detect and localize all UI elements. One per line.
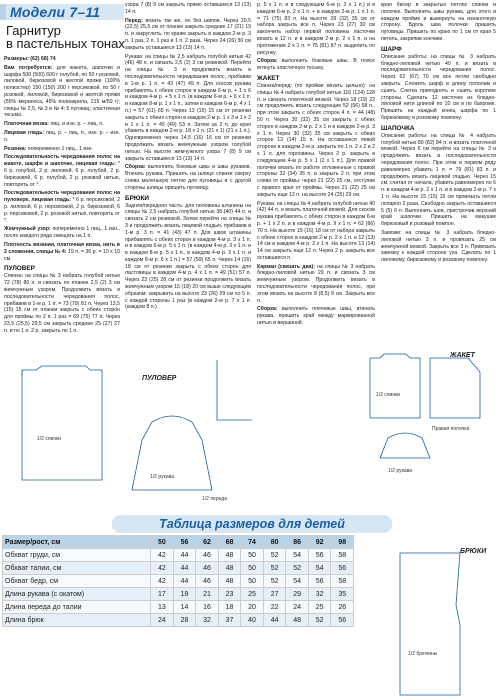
measure-value: 56 xyxy=(308,575,331,588)
measure-value: 56 xyxy=(331,562,354,575)
measure-value: 46 xyxy=(196,575,219,588)
measure-value: 52 xyxy=(286,562,309,575)
scarf-heading: ШАРФ xyxy=(381,45,402,53)
ties-para: Завязки: на спицы № 3 набрать бледно-лиловой нитью 3 п. и провязать 25 см жемчужной вязкой. Закрыть все 3 п. Привязать завязку к каждой стороне уха. Сделать по 1 лиловому, бирюзовому и розовому помпону. xyxy=(381,229,496,264)
stitch-6: Жемчужный узор: попеременно 1 лиц., 1 изн., после каждого ряда смещать на 1 п. xyxy=(4,226,120,240)
jacket-back-label: 1/2 спинки xyxy=(376,392,401,398)
measure-value: 54 xyxy=(286,549,309,562)
measure-value: 16 xyxy=(196,601,219,614)
measure-value: 58 xyxy=(331,575,354,588)
col2-intro: узора 7 (8) 9 см закрыть прямо оставшиеся 13 (13) 14 п. xyxy=(125,2,251,15)
page-title: Модели 7–11 xyxy=(10,4,101,20)
measure-value: 46 xyxy=(196,562,219,575)
size-header-cell: 62 xyxy=(196,536,219,549)
measure-value: 46 xyxy=(196,549,219,562)
assembly-para: Сборка: выполнить боковые швы и швы рукавов. Втачать рукава. Пришить на шлице спинки сверху слева маленькую петлю для пуговицы и с другой стороны шлицы пришить пуговицу. xyxy=(125,164,251,191)
measure-value: 35 xyxy=(331,588,354,601)
measure-value: 52 xyxy=(263,549,286,562)
measure-value: 18 xyxy=(218,601,241,614)
col3-intro: р. 5 х 1 п. и в следующем 6-м р. 2 х 1 п.) и в каждом 6-м р. 2 х 1 п. + в каждом 2-м р. 1 х 1 п. = 71 (75) 83 п. На высоте 28 (32) 35 см от набора закрыть все п. Через 23 (27) 30 см закончить набор первой половины ласточки вязать в 12 п. и в каждом 2-м р. 2 х 1 п. и на протяжении 2 х 1 п. = 75 (81) 87 п. выделить по рисунку. xyxy=(257,2,375,56)
stitch-5: Последовательность чередования полос на пуловере, лицевая гладь: * 6 р. персиковой, 2 р. лиловой, 6 р. персиковой, 2 р. бирюзовой, 6 р. персиковой, 2 р. розовой нитью, повторять от *. xyxy=(4,190,120,224)
measure-value: 58 xyxy=(331,549,354,562)
measure-value: 48 xyxy=(218,562,241,575)
scarf-para: Описание работы: на спицы № 3 набрать бледно-лиловой нитью 40 п. и вязать в последовательности чередования полос. Через 62 (67) 70 см все петли свободно закрыть. Сложить шарф в длину пополам и сшить. Слегка приподнять и сшить короткие стороны. Сделать 12 кисточек из бледно-лиловой нити длиной по 10 см и по бахроме. Пришить на каждый конец шарфа по 1 бирюзовому и розовому помпону. xyxy=(381,53,496,121)
hat-heading: ШАПОЧКА xyxy=(381,124,415,132)
jacket-diagram-label: ЖАКЕТ xyxy=(450,352,475,359)
pants-diagram xyxy=(360,545,500,700)
jacket-assembly: Сборка: выполнить плечевые швы, втачать рукава, пришить край между маркированной нитью и вершиной. xyxy=(257,306,375,327)
measure-value: 14 xyxy=(173,601,196,614)
text-column-2 xyxy=(125,2,251,311)
page-subtitle: Гарнитур в пастельных тонах xyxy=(6,23,125,51)
table-row xyxy=(3,614,354,627)
measure-value: 56 xyxy=(331,614,354,627)
front-para: Перед: вязать так же, но без шипов. Через 20,5 (22,5) 25,5 см от планки закрыть средние 17 (21) 19 п. и закруглить, по краям закрыть в каждом 2-м р. 3 п. 1 раз, 2 п. 1 раз и 1 п. 2 раза. Через 24 (26) 30 см закрыть оставшиеся 13 (13) 14 п. xyxy=(125,17,251,51)
table-row xyxy=(3,601,354,614)
size-header-cell: 74 xyxy=(241,536,264,549)
size-table-title: Таблица размеров для детей xyxy=(112,515,392,533)
measure-value: 48 xyxy=(286,614,309,627)
pullover-para: Спинка: на спицы № 3 набрать голубой нитью 72 (78) 80 п. и связать по планке 2,5 (2) 3 см жемчужным узором. Продолжить вязать в последовательности чередования полос, прибавив в 1-м р. 1 п. = 73 (79) 81 п. Через 13,5 (15) 15 см от планки закрыть с обеих сторон для проймы по 2 п. 1 раз = 69 (75) 77 п. Через 23,5 (25,5) 29,5 см закрыть средние 25 (27) 27 п. и по 1 п. 2 р. закрыть по 1 п. xyxy=(4,273,120,334)
jacket-diagram xyxy=(360,348,500,538)
jacket-sleeves: Рукава: на спицы № 4 набрать голубой нитью 40 (42) 44 п. и вязать платочной вязкой. Для скосов рукава прибавлять с обеих сторон в каждом 6-м р. + 1 х 2 п. и в каждом 4-м р. 9 х 1 п. = 62 (66) 70 п. На высоте 15 (16) 18 см от набора закрыть с обеих сторон в каждом 2-м р. 2 х 1 п. и 12 (13) 14 см в каждом 4-м р. 2 х 1 п. На высоте 13 (14) 14 см закрыть еще 12 п. Через 2 р. закрыть все оставшиеся п. xyxy=(257,200,376,261)
measure-label: Обхват бедр, см xyxy=(3,575,151,588)
back-label: 1/2 спинки xyxy=(37,436,62,442)
measure-value: 24 xyxy=(151,614,174,627)
measure-label: Обхват груди, см xyxy=(3,549,151,562)
size-header-cell: 80 xyxy=(263,536,286,549)
measure-value: 54 xyxy=(286,575,309,588)
pullover-diagram-label: ПУЛОВЕР xyxy=(142,375,177,382)
sizes-line: Размеры: (62) 68) 74 xyxy=(4,56,56,62)
col4-intro: края бисер в закрытых петлях спинки и полочке. Выполнить швы рукава, для этого в каждом пройме и вывернуть на изнаночную сторону. Вдоль шва полочки пришить пуговицы. Пришить по краю по 1 см от края 5 петель, закрепив кончики. xyxy=(381,2,496,42)
measure-value: 50 xyxy=(241,562,264,575)
pullover-diagram xyxy=(2,340,252,515)
measure-value: 19 xyxy=(173,588,196,601)
measure-value: 50 xyxy=(241,575,264,588)
jacket-heading: ЖАКЕТ xyxy=(257,74,280,82)
measure-value: 23 xyxy=(218,588,241,601)
size-header-label: Размер/рост, см xyxy=(3,536,151,549)
size-header-cell: 50 xyxy=(151,536,174,549)
measure-value: 20 xyxy=(241,601,264,614)
col3-assembly: Сборка: выполнить боковые швы. В поясе втянуть эластичную тесьму. xyxy=(257,58,375,72)
measure-value: 29 xyxy=(286,588,309,601)
pants-para: Задняя/передняя часть: для половины штанины на спицы № 2,5 набрать голубой нитью 38 (40) 44 п. и связать 2 см резинкой. Затем перейти на спицы № 3 и продолжить вязать лицевой гладью, прибавив в 1-м р. 3 п. = 41 (43) 47 п. Для швов штанины прибавлять с обеих сторон в каждом 4-м р. 3 х 1 п. и в каждом 6-м р. 5 х 1 п. (в каждом 4-м р. 3 х 1 п. и в каждом 8-м р. 5 х 1 п., в каждом 4-м р. 3 х 1 п. и каждом 8-м р. 6 х 1 п.) = 57 (59) 65 п. Через 14 (16) 18 см от резинки закрыть с обеих сторон для ластовицы в каждом 4-м р. 4 х 1 п. = 49 (51) 57 п. Через 23 (25) 28 см от резинки продолжить вязать жемчужным узором 15 (18) 20 см выше следующим образом: закрывать на высоте 23 (26) 29 см по 5 п. с каждой стороны 1 раз (в каждом 2-м р. 7 х 1 п. (каждом 8 п.). xyxy=(125,202,251,311)
size-header-cell: 92 xyxy=(308,536,331,549)
size-header-cell: 86 xyxy=(286,536,309,549)
hat-para: Описание работы: на спицы № 4 набрать голубой нитью 80 (82) 84 п. и вязать платочной вязкой. Через 6 см перейти на спицы № 3 и продолжить вязать в последовательности чередования полос. При этом в первом ряду равномерно убавить 1 п. = 79 (81) 83 п. и продолжить вязать лицевой гладью. Через 15 см, считая от начала, убавить равномерно по 6 п. в каждом 4-м р. 2 х 1 п. и в каждом 2-м р. 7 х 1 п. На высоте 15 (15) 15 см провязать петли попарно 2 раза. Свободно закрыть оставшиеся 5 (5) 6 п. Выполнить шов, пристрочив верхний край шапочки. Пришить на макушке бирюзовый и розовый помпон. xyxy=(381,132,496,228)
measure-value: 52 xyxy=(263,575,286,588)
pants-heading: БРЮКИ xyxy=(125,194,149,202)
stitch-4: Последовательность чередования полос на жакете, шарфе и шапочке, лицевая гладь: * 6 р. голубой, 2 р. лиловой, 6 р. голубой, 2 р. бирюзовой, 6 р. голубой, 2 р. розовой нитью, повторять от *. xyxy=(4,154,120,188)
measure-value: 27 xyxy=(263,588,286,601)
measure-value: 52 xyxy=(308,614,331,627)
table-row xyxy=(3,588,354,601)
text-column-4 xyxy=(381,2,496,362)
measure-value: 56 xyxy=(308,549,331,562)
table-row xyxy=(3,549,354,562)
measure-value: 22 xyxy=(263,601,286,614)
measure-value: 42 xyxy=(151,562,174,575)
table-row xyxy=(3,575,354,588)
table-row xyxy=(3,562,354,575)
measure-value: 42 xyxy=(151,575,174,588)
measure-value: 24 xyxy=(286,601,309,614)
measure-value: 44 xyxy=(173,575,196,588)
measure-label: Длина брюк xyxy=(3,614,151,627)
size-header-cell: 56 xyxy=(173,536,196,549)
measure-label: Длина рукава (с окатом) xyxy=(3,588,151,601)
pocket-para: Карман (связать два): на спицы № 3 набрать бледно-лиловой нитью 29 п. и связать 3 см жемчужным узором. Продолжить вязать в последовательности чередования полос, при этом вязать на высоте 8 (8,5) 9 см. Закрыть все п. xyxy=(257,263,375,304)
size-table-header xyxy=(3,536,354,549)
materials-para: Вам потребуется: для жакета, шапочки и шарфа 500 (500) 600 г голубой, по 50 г розовой, лиловой, бирюзовой и желтой пряжи (100% полиэстер) 150 (150) 200 г персиковой, по 50 г розовой, лиловой, бирюзовой и желтой пряжи (55% мериноса, 45% полиакрила, 215 м/50 г); спицы № 2,5, № 3 и № 4; 5 пуговиц; эластичная тесьма. xyxy=(4,64,120,119)
measure-value: 44 xyxy=(173,549,196,562)
measure-value: 50 xyxy=(241,549,264,562)
measure-label: Длина переда до талии xyxy=(3,601,151,614)
measure-value: 21 xyxy=(196,588,219,601)
measure-value: 48 xyxy=(218,549,241,562)
header-banner xyxy=(0,2,140,58)
jacket-para: Спинка/перед: (по пройме вязать цельно): на спицы № 4 набрать голубой нитью 116 (124) 128 п. и связать платочной вязкой. Через 18 (19) 22 см продолжить вязать следующие 52 (56) 58 п., при этом закрыть с обеих сторон 4 п. = 44 (48) 50 п. Через 30 (32) 35 см закрыть с обеих сторон в каждом 2-м р. 2 х 1 и в каждом 2-м р. 3 х 1 п. Через 30 (32) 35 см закрыть с обеих сторон 13 (14) 15 п. На оставшихся левой стороне в каждом 2-м р. закрыть по 1 п. 2 х 2 и 2 х 1 п. для горловины. Через 2 р. закрыть в следующем 4-м р. 5 х 1 (2 х 1 п.). Для правой полочки вязать по работе отложенные с правой стороны 32 (34) 35 п. и закрыть 2 п. при этом слева от проймы: через 21 (22) 25 см, отступив с правого края от проймы. Через 21 (22) 25 см закрыть еще 12 п. на высоте 24 (25) 29 см. xyxy=(257,82,375,198)
stitch-3: Резинка: попеременно 1 лиц., 1 изн. xyxy=(4,145,93,152)
measure-value: 32 xyxy=(196,614,219,627)
measure-value: 25 xyxy=(241,588,264,601)
measure-label: Обхват талии, см xyxy=(3,562,151,575)
size-header-cell: 68 xyxy=(218,536,241,549)
sleeves-para: Рукава: на спицы № 2,5 набрать голубой нитью 42 (46) 48 п. и связать 2,5 (2) 3 см резинкой. Перейти на спицы № 3 и продолжить вязать в последовательности чередования полос, прибавив в 1-м р. 1 п. = 43 (47) 49 п. Для скосов рукава прибавлять с обеих сторон в каждом 6-м р. + 1 х 6 и каждом 4-м р. + 5 х 1 п. (в каждом 6-м р. + 6 х 1 п. и каждом 8-м р. 1 х 1 п., затем в каждом 6-м р. 4 х 1 п.) = 57 (61) 65 п. Через 13 (15) 15 см от резинки закрыть с обеих сторон в каждом 2-м р. 1 х 3 и 1 х 2 и 1 х 1 п. = 45 (49) 53 п. Затем за 2 п. до края убавить в каждом 2-м р. 18 х 1 п. (21 х 1) (21 х 1 п.). Одновременно через 14,5 (16) 16 см от резинки продолжить вязать жемчужным узором голубой нитью. На высоте жемчужного узора 7 (8) 9 см закрыть оставшиеся 13 (13) 14 п. xyxy=(125,53,251,162)
measure-value: 44 xyxy=(173,562,196,575)
measure-value: 37 xyxy=(218,614,241,627)
measure-value: 32 xyxy=(308,588,331,601)
measure-value: 44 xyxy=(263,614,286,627)
measure-value: 13 xyxy=(151,601,174,614)
measure-value: 40 xyxy=(241,614,264,627)
measure-value: 25 xyxy=(308,601,331,614)
sleeve-label: 1/2 рукава xyxy=(150,474,175,480)
pants-diagram-label: БРЮКИ xyxy=(460,548,487,555)
stitch-2: Лицевая гладь: лиц. р. – лиц. п., изн. р. – изн. п. xyxy=(4,129,120,143)
measure-value: 54 xyxy=(308,562,331,575)
size-table xyxy=(2,535,354,627)
pants-half-label: 1/2 брючины xyxy=(408,651,438,657)
measure-value: 28 xyxy=(173,614,196,627)
measure-value: 42 xyxy=(151,549,174,562)
size-header-cell: 98 xyxy=(331,536,354,549)
measure-value: 52 xyxy=(263,562,286,575)
text-column-3 xyxy=(257,2,375,422)
jacket-sleeve-label: 1/2 рукава xyxy=(388,468,413,474)
measure-value: 48 xyxy=(218,575,241,588)
right-half-label: Правая полочка xyxy=(432,426,470,432)
density-para: Плотность вязания, платочная вязка, нить в 2 сложения, спицы № 4: 19 п. = 36 р. = 10 х 10 см. xyxy=(4,241,120,262)
stitch-1: Платочная вязка: лиц. и изн. р. – лиц. п. xyxy=(4,121,104,128)
size-table-body xyxy=(3,549,354,627)
measure-value: 26 xyxy=(331,601,354,614)
measure-value: 17 xyxy=(151,588,174,601)
front-half-label: 1/2 переда xyxy=(202,496,227,502)
pullover-heading: ПУЛОВЕР xyxy=(4,265,35,273)
